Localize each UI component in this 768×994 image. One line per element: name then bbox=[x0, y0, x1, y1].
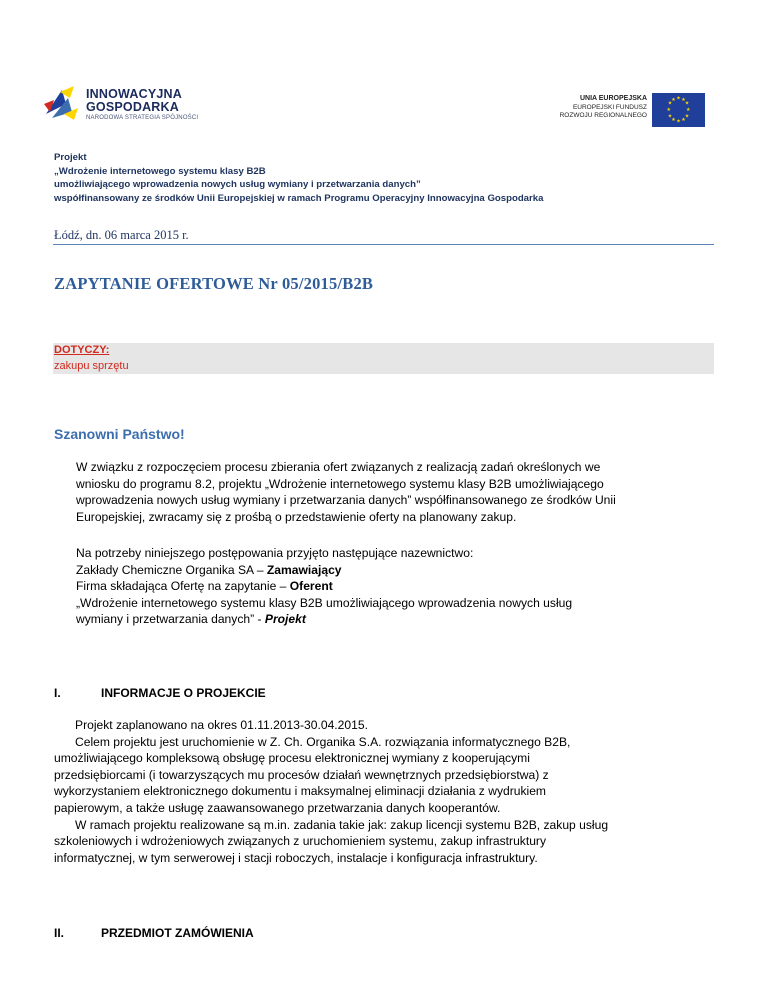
naming-line-2: Firma składająca Ofertę na zapytanie – Oferent bbox=[76, 579, 333, 594]
naming-term-projekt: Projekt bbox=[264, 612, 306, 627]
naming-line-4: wymiany i przetwarzania danych” - Projekt bbox=[76, 612, 306, 627]
section-1-line: informatycznej, w tym serwerowej i stacji roboczych, instalacje i konfiguracja infrastruktury. bbox=[54, 850, 538, 865]
concerning-label: DOTYCZY: bbox=[54, 344, 110, 356]
ig-logo-line3: NARODOWA STRATEGIA SPÓJNOŚCI bbox=[86, 115, 199, 121]
intro-paragraph bbox=[76, 459, 716, 525]
section-1-line: Projekt zaplanowano na okres 01.11.2013-30.04.2015. bbox=[75, 718, 368, 732]
intro-line: wprowadzenia nowych usług wymiany i przetwarzania danych” współfinansowanego ze środków Unii bbox=[76, 493, 616, 508]
intro-line: wniosku do programu 8.2, projektu „Wdrożenie internetowego systemu klasy B2B umożliwiającego bbox=[76, 476, 604, 491]
svg-text:★: ★ bbox=[681, 97, 686, 103]
section-1-line: umożliwiającego kompleksową obsługę procesu elektronicznej wymiany z kooperującymi bbox=[54, 751, 530, 766]
section-1-line: W ramach projektu realizowane są m.in. zadania takie jak: zakup licencji systemu B2B, zakup usług bbox=[75, 817, 609, 832]
concerning-box bbox=[53, 343, 714, 374]
svg-text:★: ★ bbox=[671, 97, 676, 103]
section-2-number: II. bbox=[54, 926, 65, 940]
naming-intro: Na potrzeby niniejszego postępowania przyjęto następujące nazewnictwo: bbox=[76, 546, 474, 560]
svg-text:★: ★ bbox=[676, 118, 681, 125]
ig-logo-line1: INNOWACYJNA bbox=[86, 87, 182, 101]
ig-logo-mark-icon bbox=[42, 84, 80, 122]
svg-text:★: ★ bbox=[667, 113, 673, 120]
section-1-line: wykorzystaniem elektronicznego dokumentu i maksymalnej eliminacji działania z wydrukiem bbox=[54, 784, 547, 799]
section-1-line: przedsiębiorcami (i towarzyszących mu procesów działań wewnętrznych przedsiębiorstwa) z bbox=[54, 767, 549, 782]
svg-text:★: ★ bbox=[684, 100, 690, 107]
section-1-number: I. bbox=[54, 686, 61, 700]
ig-logo-line2: GOSPODARKA bbox=[86, 100, 179, 114]
naming-term-oferent: Oferent bbox=[289, 579, 333, 594]
naming-paragraph bbox=[76, 545, 716, 628]
intro-line: Europejskiej, zwracamy się z prośbą o przedstawienie oferty na planowany zakup. bbox=[76, 509, 517, 524]
section-2-title: PRZEDMIOT ZAMÓWIENIA bbox=[101, 926, 254, 940]
project-line: umożliwiającego wprowadzenia nowych usług wymiany i przetwarzania danych” bbox=[54, 179, 421, 190]
project-line: Projekt bbox=[54, 152, 87, 163]
svg-text:★: ★ bbox=[676, 95, 681, 102]
intro-line: W związku z rozpoczęciem procesu zbierania ofert związanych z realizacją zadań określonych we bbox=[76, 460, 601, 474]
eu-logo bbox=[555, 93, 705, 127]
eu-flag-icon bbox=[652, 93, 705, 127]
place-date: Łódź, dn. 06 marca 2015 r. bbox=[54, 228, 189, 242]
section-1-body bbox=[54, 717, 724, 866]
eu-logo-line2: EUROPEJSKI FUNDUSZ bbox=[572, 103, 647, 111]
svg-text:★: ★ bbox=[686, 107, 691, 113]
svg-text:★: ★ bbox=[666, 107, 671, 113]
greeting: Szanowni Państwo! bbox=[54, 426, 185, 442]
svg-text:★: ★ bbox=[684, 113, 690, 120]
project-line: „Wdrożenie internetowego systemu klasy B2B bbox=[54, 165, 266, 177]
naming-term-zamawiajacy: Zamawiający bbox=[266, 562, 342, 577]
innowacyjna-gospodarka-logo bbox=[42, 84, 212, 130]
section-1-title: INFORMACJE O PROJEKCIE bbox=[101, 686, 266, 700]
document-title: ZAPYTANIE OFERTOWE Nr 05/2015/B2B bbox=[54, 274, 374, 293]
project-line: współfinansowany ze środków Unii Europejskiej w ramach Programu Operacyjny Innowacyjna Gospodarka bbox=[54, 192, 544, 204]
header-divider bbox=[53, 244, 714, 245]
section-1-line: papierowym, a także usługę zaawansowanego przetwarzania danych kooperantów. bbox=[54, 800, 501, 815]
naming-line-1: Zakłady Chemiczne Organika SA – Zamawiający bbox=[76, 562, 342, 577]
section-1-line: Celem projektu jest uruchomienie w Z. Ch. Organika S.A. rozwiązania informatycznego B2B, bbox=[75, 734, 571, 749]
project-header bbox=[54, 151, 543, 205]
section-1-line: szkoleniowych i wdrożeniowych związanych z uruchomieniem systemu, zakup infrastruktury bbox=[54, 834, 547, 849]
concerning-value: zakupu sprzętu bbox=[54, 360, 129, 372]
svg-text:★: ★ bbox=[671, 117, 676, 123]
eu-logo-line3: ROZWOJU REGIONALNEGO bbox=[559, 112, 647, 119]
svg-text:★: ★ bbox=[681, 117, 686, 123]
svg-text:★: ★ bbox=[667, 100, 673, 107]
naming-line-3: „Wdrożenie internetowego systemu klasy B2B umożliwiającego wprowadzenia nowych usług bbox=[76, 595, 573, 610]
eu-logo-line1: UNIA EUROPEJSKA bbox=[579, 95, 647, 102]
